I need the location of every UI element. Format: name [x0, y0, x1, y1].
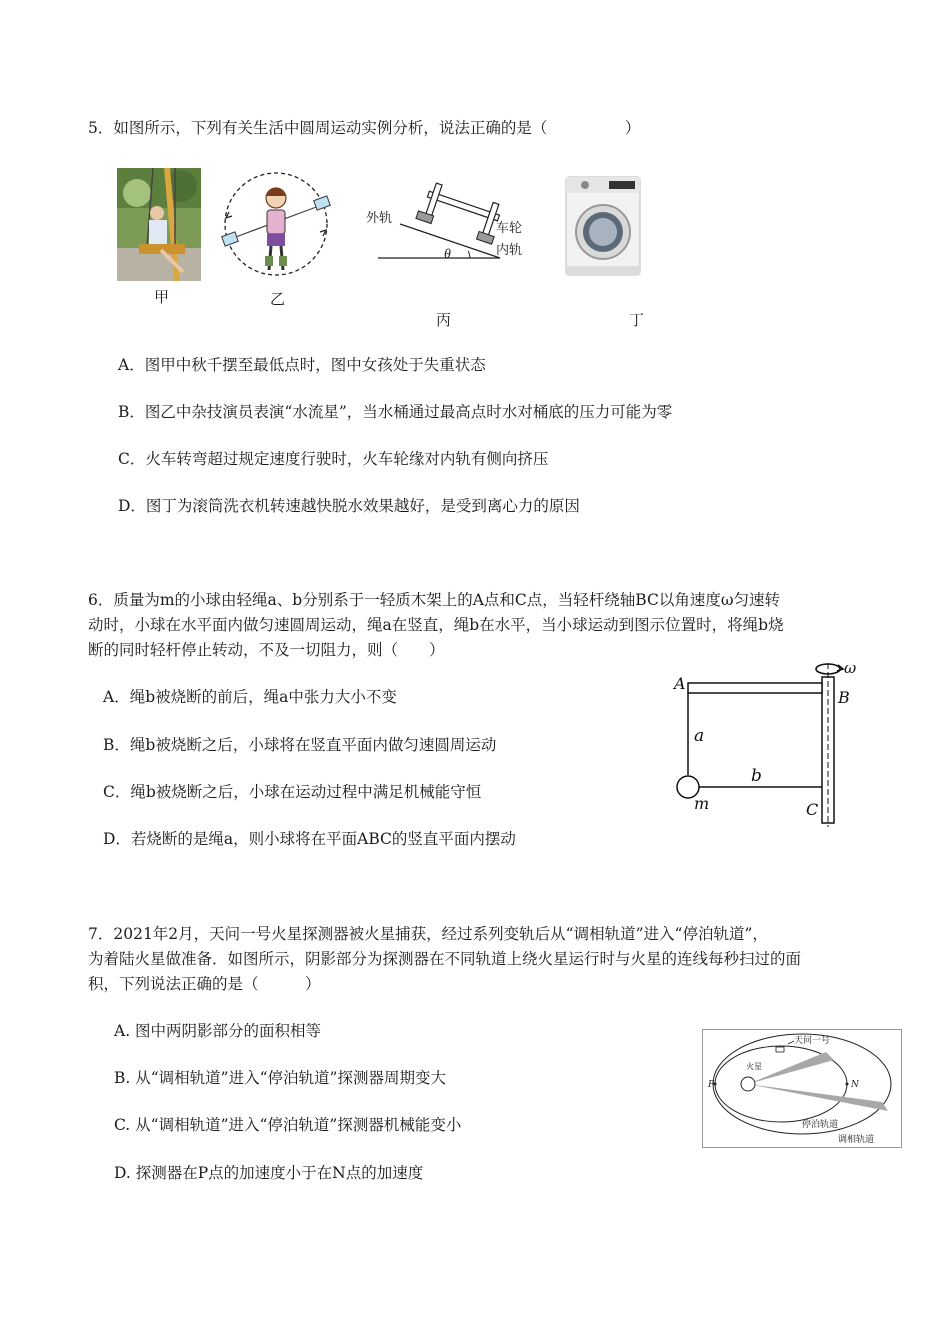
wheel-label: 车轮 [496, 221, 523, 236]
theta-label: θ [444, 247, 451, 262]
mars-orbit-figure [702, 1029, 902, 1148]
q5-stem: 5．如图所示，下列有关生活中圆周运动实例分析，说法正确的是（ ） [88, 119, 641, 137]
label-B: B [838, 688, 850, 707]
q5-option-c[interactable]: C．火车转弯超过规定速度行驶时，火车轮缘对内轨有侧向挤压 [118, 450, 549, 468]
outer-rail-label: 外轨 [366, 211, 393, 226]
q7-stem-line-2: 为着陆火星做准备．如图所示，阴影部分为探测器在不同轨道上绕火星运行时与火星的连线每秒扫过的面 [88, 950, 802, 968]
q7-option-d[interactable]: D. 探测器在P点的加速度小于在N点的加速度 [114, 1164, 424, 1182]
water-meteor-figure [221, 170, 331, 278]
label-P: P [708, 1080, 715, 1090]
mars-label: 火星 [746, 1062, 762, 1071]
q7-option-a[interactable]: A. 图中两阴影部分的面积相等 [114, 1022, 322, 1040]
caption-ding: 丁 [629, 311, 645, 329]
q5-option-a[interactable]: A．图甲中秋千摆至最低点时，图中女孩处于失重状态 [118, 356, 486, 374]
caption-bing: 丙 [436, 311, 452, 329]
label-N: N [851, 1080, 859, 1090]
caption-yi: 乙 [270, 290, 286, 308]
label-b: b [751, 766, 762, 786]
q6-option-b[interactable]: B．绳b被烧断之后，小球将在竖直平面内做匀速圆周运动 [103, 736, 497, 754]
parking-orbit-label: 停泊轨道 [802, 1120, 839, 1130]
q7-stem-line-3: 积，下列说法正确的是（ ） [88, 975, 321, 993]
q6-stem-line-2: 动时，小球在水平面内做匀速圆周运动，绳a在竖直，绳b在水平，当小球运动到图示位置时，将绳b烧 [88, 616, 784, 634]
q6-frame-figure [666, 655, 866, 830]
q7-option-b[interactable]: B. 从“调相轨道”进入“停泊轨道”探测器周期变大 [114, 1069, 446, 1087]
q6-option-c[interactable]: C．绳b被烧断之后，小球在运动过程中满足机械能守恒 [103, 783, 482, 801]
caption-jia: 甲 [154, 288, 170, 306]
label-A: A [674, 674, 686, 693]
label-a: a [694, 726, 705, 746]
label-m: m [694, 794, 710, 813]
q7-stem-line-1: 7．2021年2月，天问一号火星探测器被火星捕获，经过系列变轨后从“调相轨道”进入“停泊轨道”， [88, 925, 768, 943]
q6-stem-line-3: 断的同时轻杆停止转动，不及一切阻力，则（ ） [88, 641, 445, 659]
probe-label: 天问一号 [794, 1036, 831, 1046]
inner-rail-label: 内轨 [496, 243, 523, 258]
label-C: C [806, 800, 819, 819]
q7-option-c[interactable]: C. 从“调相轨道”进入“停泊轨道”探测器机械能变小 [114, 1116, 462, 1134]
q6-option-a[interactable]: A．绳b被烧断的前后，绳a中张力大小不变 [103, 688, 397, 706]
omega-label: ω [844, 659, 857, 677]
swing-photo [117, 168, 201, 281]
washing-machine-figure [565, 176, 641, 276]
q5-option-b[interactable]: B．图乙中杂技演员表演“水流星”，当水桶通过最高点时水对桶底的压力可能为零 [118, 403, 673, 421]
banked-track-figure [360, 180, 535, 268]
q6-stem-line-1: 6．质量为m的小球由轻绳a、b分别系于一轻质木架上的A点和C点，当轻杆绕轴BC以角速度ω匀速转 [88, 591, 780, 609]
q5-option-d[interactable]: D．图丁为滚筒洗衣机转速越快脱水效果越好，是受到离心力的原因 [118, 497, 580, 515]
phasing-orbit-label: 调相轨道 [838, 1135, 875, 1145]
q6-option-d[interactable]: D．若烧断的是绳a，则小球将在平面ABC的竖直平面内摆动 [103, 830, 516, 848]
